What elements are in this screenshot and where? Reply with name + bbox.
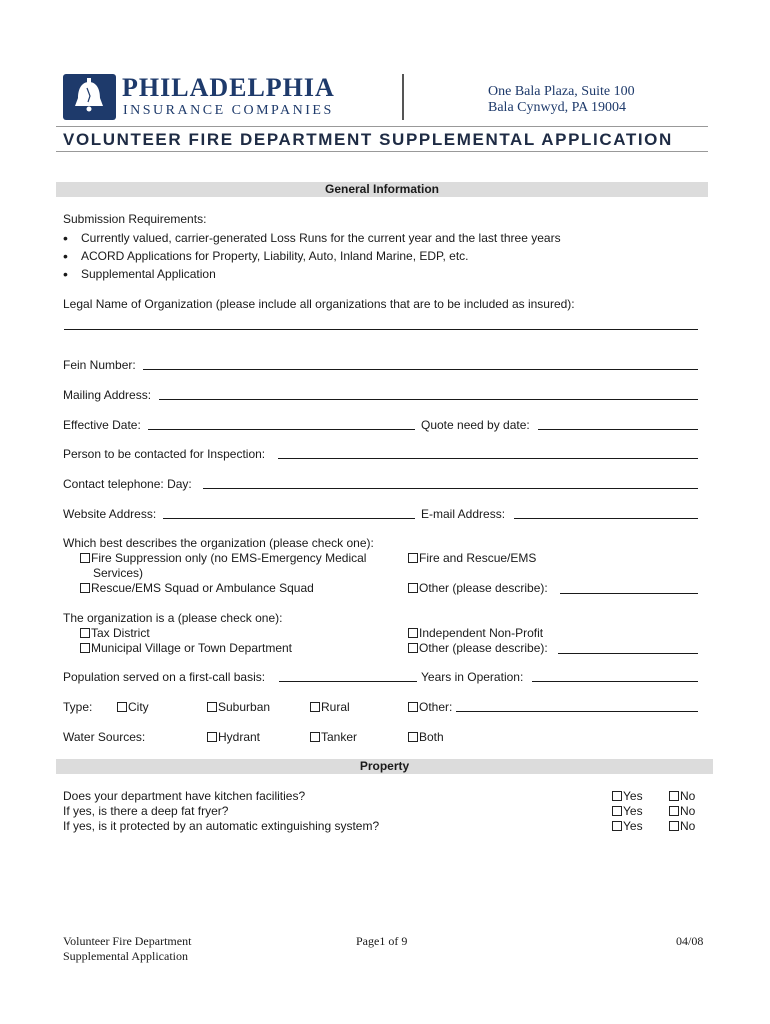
quote-date-label: Quote need by date: xyxy=(421,418,530,432)
checkbox[interactable] xyxy=(80,628,90,638)
email-field[interactable] xyxy=(514,518,698,519)
legal-name-label: Legal Name of Organization (please include all organizations that are to be included as insured): xyxy=(63,297,575,311)
requirements-list xyxy=(63,229,703,283)
checkbox[interactable] xyxy=(207,732,217,742)
checkbox[interactable] xyxy=(612,791,622,801)
company-name: PHILADELPHIA xyxy=(122,73,335,102)
company-address-line2: Bala Cynwyd, PA 19004 xyxy=(488,100,626,115)
section-header-general: General Information xyxy=(56,182,708,197)
fein-field[interactable] xyxy=(143,369,698,370)
company-address-line1: One Bala Plaza, Suite 100 xyxy=(488,84,635,99)
type-other-field[interactable] xyxy=(558,653,698,654)
liberty-bell-icon xyxy=(63,74,116,120)
checkbox[interactable] xyxy=(408,583,418,593)
title-rule-bottom xyxy=(56,151,708,152)
years-field[interactable] xyxy=(532,681,698,682)
website-label: Website Address: xyxy=(63,507,157,521)
option-hydrant[interactable]: Hydrant xyxy=(207,730,260,744)
checkbox[interactable] xyxy=(408,643,418,653)
telephone-label: Contact telephone: Day: xyxy=(63,477,192,491)
inspection-contact-label: Person to be contacted for Inspection: xyxy=(63,447,266,461)
footer-left-line1: Volunteer Fire Department xyxy=(63,934,192,948)
no-option[interactable]: No xyxy=(669,804,695,818)
checkbox[interactable] xyxy=(310,702,320,712)
org-describe-question: Which best describes the organization (please check one): xyxy=(63,536,374,550)
yes-option[interactable]: Yes xyxy=(612,819,643,833)
option-fire-suppression-cont: Services) xyxy=(93,566,144,580)
option-municipal[interactable]: Municipal Village or Town Department xyxy=(80,641,292,655)
list-item: • ACORD Applications for Property, Liability, Auto, Inland Marine, EDP, etc. xyxy=(63,247,703,265)
checkbox[interactable] xyxy=(408,702,418,712)
fein-label: Fein Number: xyxy=(63,358,136,372)
checkbox[interactable] xyxy=(669,791,679,801)
option-suburban[interactable]: Suburban xyxy=(207,700,270,714)
org-type-question: The organization is a (please check one): xyxy=(63,611,283,625)
type-row-other-field[interactable] xyxy=(456,711,698,712)
checkbox[interactable] xyxy=(207,702,217,712)
effective-date-label: Effective Date: xyxy=(63,418,141,432)
checkbox[interactable] xyxy=(669,806,679,816)
option-type-row-other[interactable]: Other: xyxy=(408,700,452,714)
option-both[interactable]: Both xyxy=(408,730,444,744)
checkbox[interactable] xyxy=(408,628,418,638)
checkbox[interactable] xyxy=(612,806,622,816)
legal-name-field[interactable] xyxy=(64,329,698,330)
option-tax-district[interactable]: Tax District xyxy=(80,626,150,640)
footer-page-number: Page1 of 9 xyxy=(356,934,408,948)
option-rescue-ems[interactable]: Rescue/EMS Squad or Ambulance Squad xyxy=(80,581,314,595)
company-subtitle: INSURANCE COMPANIES xyxy=(123,103,334,118)
footer-date: 04/08 xyxy=(676,934,704,948)
option-type-other[interactable]: Other (please describe): xyxy=(408,641,548,655)
checkbox[interactable] xyxy=(80,583,90,593)
population-label: Population served on a first-call basis: xyxy=(63,670,266,684)
checkbox[interactable] xyxy=(80,553,90,563)
website-field[interactable] xyxy=(163,518,415,519)
type-label: Type: xyxy=(63,700,93,714)
property-question-extinguishing: If yes, is it protected by an automatic extinguishing system? xyxy=(63,819,380,833)
checkbox[interactable] xyxy=(408,732,418,742)
list-item: • Supplemental Application xyxy=(63,265,703,283)
checkbox[interactable] xyxy=(310,732,320,742)
effective-date-field[interactable] xyxy=(148,429,415,430)
property-question-fryer: If yes, is there a deep fat fryer? xyxy=(63,804,229,818)
checkbox[interactable] xyxy=(80,643,90,653)
quote-date-field[interactable] xyxy=(538,429,698,430)
requirements-heading: Submission Requirements: xyxy=(63,212,207,226)
footer-left-line2: Supplemental Application xyxy=(63,949,188,963)
checkbox[interactable] xyxy=(669,821,679,831)
mailing-field[interactable] xyxy=(159,399,698,400)
option-rural[interactable]: Rural xyxy=(310,700,350,714)
option-nonprofit[interactable]: Independent Non-Profit xyxy=(408,626,543,640)
yes-option[interactable]: Yes xyxy=(612,804,643,818)
option-tanker[interactable]: Tanker xyxy=(310,730,357,744)
mailing-label: Mailing Address: xyxy=(63,388,152,402)
property-question-kitchen: Does your department have kitchen facilities? xyxy=(63,789,306,803)
option-fire-rescue-ems[interactable]: Fire and Rescue/EMS xyxy=(408,551,536,565)
option-fire-suppression[interactable]: Fire Suppression only (no EMS-Emergency Medical xyxy=(80,551,366,565)
no-option[interactable]: No xyxy=(669,819,695,833)
section-header-property: Property xyxy=(56,759,713,774)
inspection-contact-field[interactable] xyxy=(278,458,698,459)
population-field[interactable] xyxy=(279,681,417,682)
checkbox[interactable] xyxy=(612,821,622,831)
years-label: Years in Operation: xyxy=(421,670,524,684)
header-divider xyxy=(402,74,404,120)
company-logo xyxy=(63,74,116,120)
checkbox[interactable] xyxy=(408,553,418,563)
option-city[interactable]: City xyxy=(117,700,149,714)
yes-option[interactable]: Yes xyxy=(612,789,643,803)
page-title: VOLUNTEER FIRE DEPARTMENT SUPPLEMENTAL APPLICATION xyxy=(63,130,673,149)
title-rule-top xyxy=(56,126,708,127)
other-describe-field[interactable] xyxy=(560,593,698,594)
email-label: E-mail Address: xyxy=(421,507,506,521)
telephone-field[interactable] xyxy=(203,488,698,489)
list-item: • Currently valued, carrier-generated Loss Runs for the current year and the last three years xyxy=(63,229,703,247)
water-sources-label: Water Sources: xyxy=(63,730,146,744)
checkbox[interactable] xyxy=(117,702,127,712)
no-option[interactable]: No xyxy=(669,789,695,803)
option-other-describe[interactable]: Other (please describe): xyxy=(408,581,548,595)
